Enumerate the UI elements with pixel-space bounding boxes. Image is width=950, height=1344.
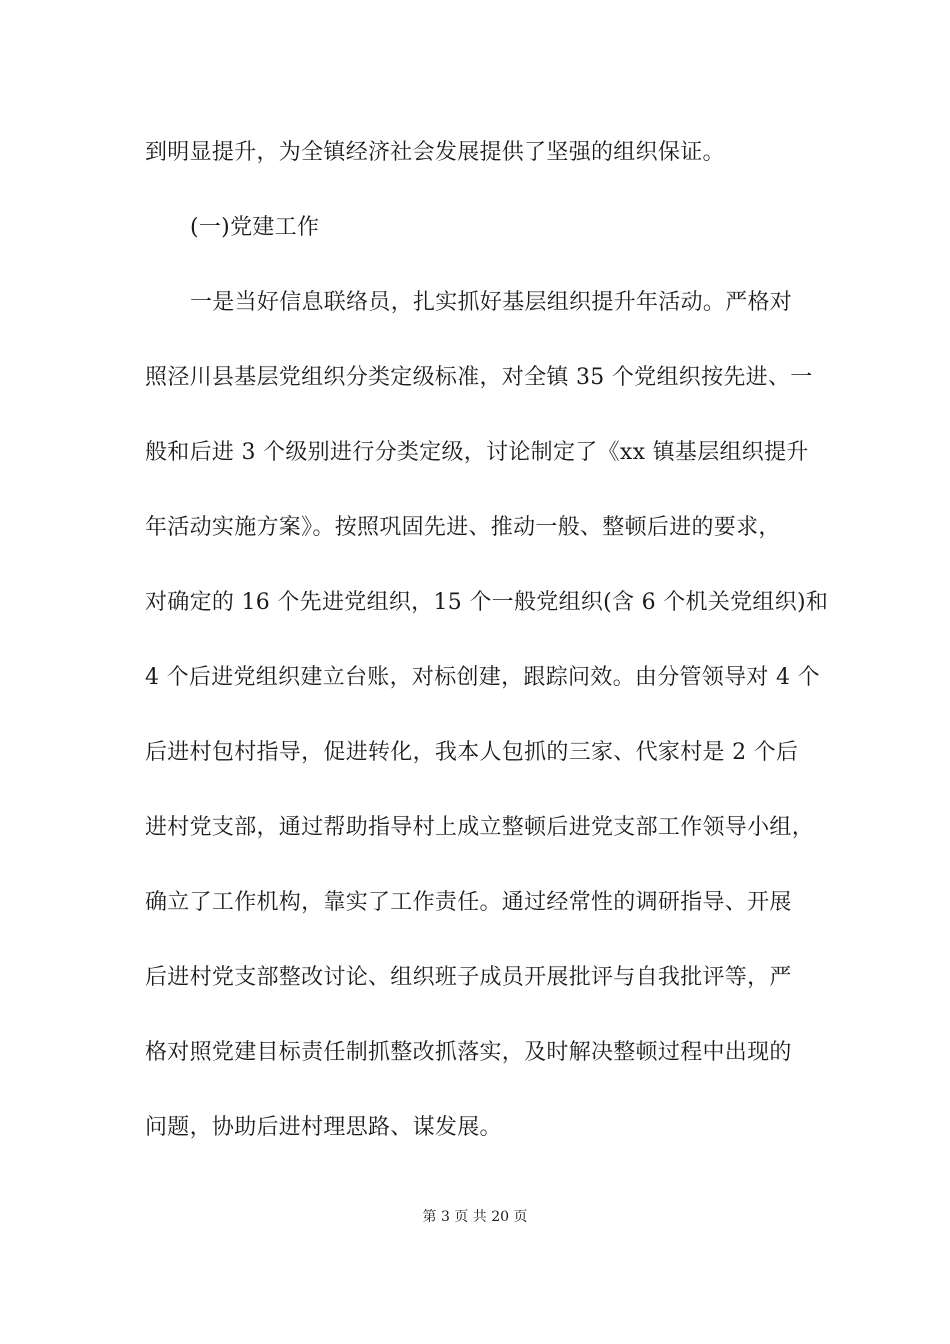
- paragraph-line-5: 年活动实施方案》。按照巩固先进、推动一般、整顿后进的要求，: [145, 515, 781, 540]
- paragraph-line-7: 4 个后进党组织建立台账，对标创建，跟踪问效。由分管领导对 4 个: [145, 665, 820, 690]
- paragraph-line-9: 进村党支部，通过帮助指导村上成立整顿后进党支部工作领导小组，: [145, 815, 815, 840]
- paragraph-line-11: 后进村党支部整改讨论、组织班子成员开展批评与自我批评等，严: [145, 965, 792, 990]
- section-heading: (一)党建工作: [190, 215, 320, 240]
- paragraph-line-13: 问题，协助后进村理思路、谋发展。: [145, 1115, 502, 1140]
- page-number-footer: 第 3 页 共 20 页: [422, 1209, 528, 1225]
- paragraph-line-1: 到明显提升，为全镇经济社会发展提供了坚强的组织保证。: [145, 140, 725, 165]
- paragraph-line-8: 后进村包村指导，促进转化，我本人包抓的三家、代家村是 2 个后: [145, 740, 799, 765]
- paragraph-line-12: 格对照党建目标责任制抓整改抓落实，及时解决整顿过程中出现的: [145, 1040, 792, 1065]
- paragraph-line-10: 确立了工作机构，靠实了工作责任。通过经常性的调研指导、开展: [145, 890, 792, 915]
- paragraph-line-4: 般和后进 3 个级别进行分类定级，讨论制定了《xx 镇基层组织提升: [145, 440, 809, 465]
- paragraph-line-2: 一是当好信息联络员，扎实抓好基层组织提升年活动。严格对: [190, 290, 793, 315]
- paragraph-line-6: 对确定的 16 个先进党组织，15 个一般党组织(含 6 个机关党组织)和: [145, 590, 829, 615]
- paragraph-line-3: 照泾川县基层党组织分类定级标准，对全镇 35 个党组织按先进、一: [145, 365, 813, 390]
